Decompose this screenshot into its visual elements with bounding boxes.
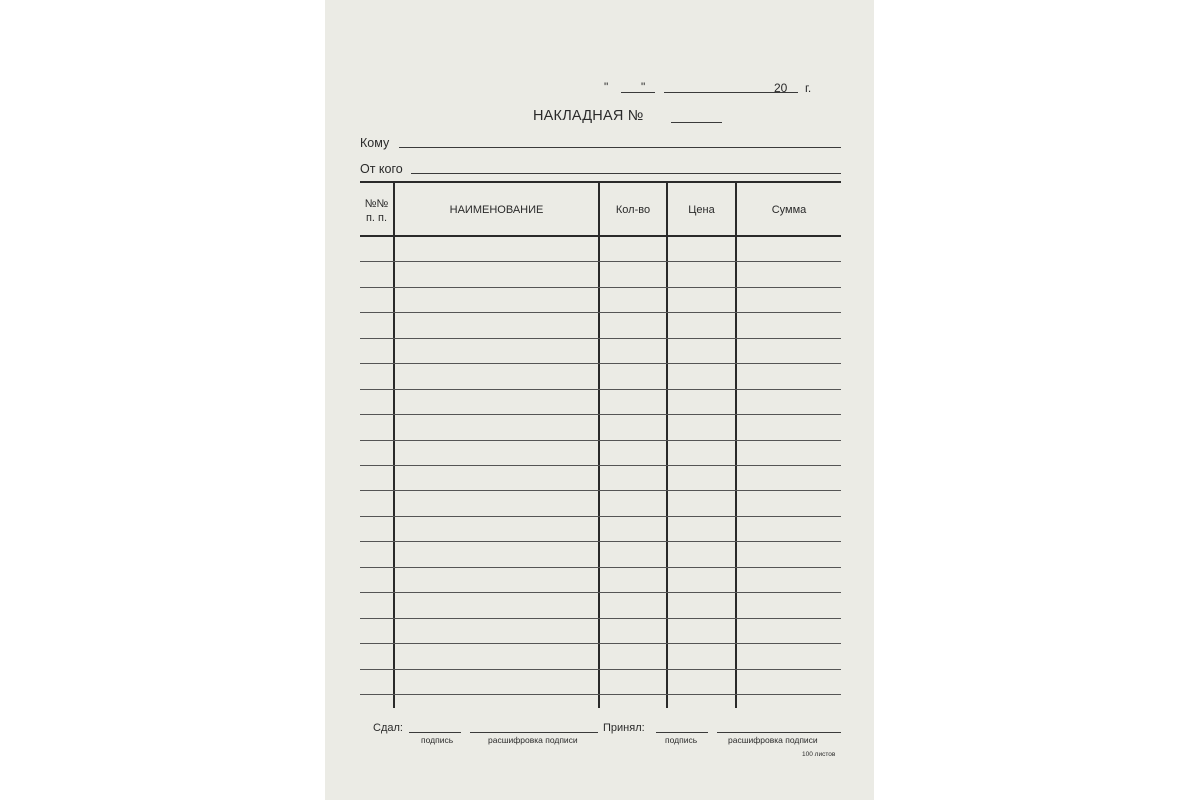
to-label: Кому [360, 136, 390, 150]
handed-label: Сдал: [373, 722, 403, 734]
handed-signature-caption: подпись [421, 735, 454, 745]
table-row[interactable] [360, 618, 841, 619]
sheets-note: 100 листов [802, 751, 836, 758]
date-quote-close: " [641, 80, 646, 94]
handed-signature-line[interactable] [409, 732, 461, 733]
col-header-number: №№ п. п. [364, 198, 389, 224]
table-header-border [360, 235, 841, 237]
col-header-name: НАИМЕНОВАНИЕ [449, 204, 544, 216]
received-signature-caption: подпись [665, 735, 698, 745]
table-row[interactable] [360, 338, 841, 339]
handed-decoding-caption: расшифровка подписи [488, 735, 578, 745]
col-header-sum: Сумма [771, 204, 807, 216]
invoice-number-line[interactable] [671, 122, 722, 123]
from-label: От кого [360, 162, 403, 176]
handed-decoding-line[interactable] [470, 732, 598, 733]
table-row[interactable] [360, 516, 841, 517]
table-row[interactable] [360, 567, 841, 568]
table-row[interactable] [360, 465, 841, 466]
date-quote-open: " [604, 80, 609, 94]
received-label: Принял: [603, 722, 645, 734]
table-row[interactable] [360, 414, 841, 415]
table-row[interactable] [360, 440, 841, 441]
received-decoding-line[interactable] [717, 732, 841, 733]
date-day-line[interactable] [621, 92, 655, 93]
table-row[interactable] [360, 363, 841, 364]
date-year-prefix: 20 [774, 81, 788, 95]
table-row[interactable] [360, 694, 841, 695]
table-row[interactable] [360, 541, 841, 542]
from-line[interactable] [411, 173, 841, 174]
table-row[interactable] [360, 490, 841, 491]
table-row[interactable] [360, 669, 841, 670]
table-top-border [360, 181, 841, 183]
date-year-suffix: г. [805, 81, 812, 95]
invoice-title: НАКЛАДНАЯ № [533, 108, 644, 124]
table-row[interactable] [360, 261, 841, 262]
table-row[interactable] [360, 643, 841, 644]
table-row[interactable] [360, 592, 841, 593]
to-line[interactable] [399, 147, 841, 148]
col-header-qty: Кол-во [615, 204, 651, 216]
received-signature-line[interactable] [656, 732, 708, 733]
received-decoding-caption: расшифровка подписи [728, 735, 818, 745]
table-row[interactable] [360, 287, 841, 288]
table-row[interactable] [360, 389, 841, 390]
col-header-price: Цена [688, 204, 715, 216]
table-row[interactable] [360, 312, 841, 313]
